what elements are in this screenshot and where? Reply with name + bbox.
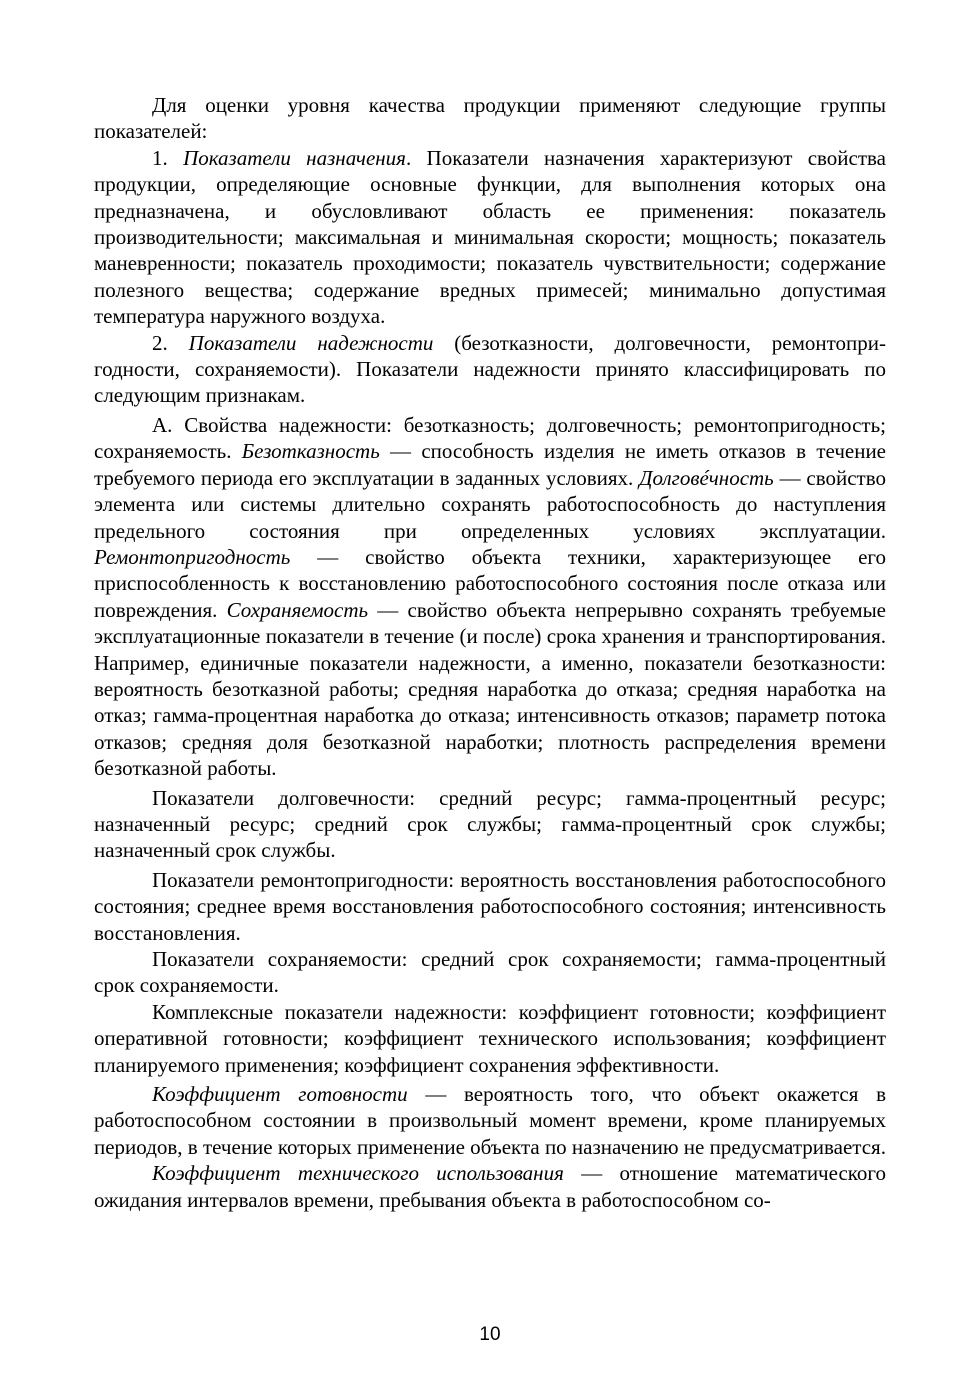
paragraph-complex-indicators: [94, 999, 886, 1078]
paragraph-reliability-text: (безотказности, долговечности, ремонтопригодности, сохраняемости). Показатели надежности принято классифицировать по следующим признакам.: [94, 330, 886, 408]
term-availability-factor: Коэффициент готовности: [152, 1082, 408, 1107]
paragraph-text: — свойство элемента или системы длительно сохранять работоспособность до наступления предельного состояния при определенных условиях эксплуатации.: [94, 465, 887, 543]
term-purpose-indicators: Показатели назначения: [183, 145, 406, 170]
paragraph-durability-indicators: [94, 785, 886, 864]
paragraph-text: — способность изделия не иметь отказов в течение требуемого периода его эксплуатации в заданных условиях.: [94, 439, 886, 490]
term-storability: Сохраняемость: [226, 597, 369, 622]
list-number: 1.: [152, 145, 184, 170]
page-body: [94, 92, 886, 1213]
paragraph-text: Комплексные показатели надежности: коэффициент готовности; коэффициент оперативной готовности; коэффициент технического использования; коэффициент планируемого применения; коэффициент сохранения эффективности.: [94, 999, 886, 1077]
paragraph-technical-use-factor: [94, 1160, 886, 1213]
paragraph-intro-text: Для оценки уровня качества продукции применяют следующие группы показателей:: [94, 93, 886, 144]
paragraph-availability-factor: [94, 1081, 886, 1160]
term-technical-use-factor: Коэффициент технического использования: [152, 1161, 564, 1186]
paragraph-purpose-indicators: [94, 145, 886, 330]
paragraph-text: Показатели сохраняемости: средний срок сохраняемости; гамма-процентный срок сохраняемости.: [94, 947, 886, 998]
term-maintainability: Ремонтопригодность: [94, 544, 291, 569]
paragraph-maintainability-indicators: [94, 867, 886, 946]
paragraph-text: — свойство объекта непрерывно сохранять требуемые эксплуатационные показатели в течение (и после) срока хранения и транспортирования. Например, единичные показатели надежности, а именно, показатели безотказности: вероятность безотказной работы; средняя наработка до отказа; средняя наработка на отказ; гамма-процентная наработка до отказа; интенсивность отказов; параметр потока отказов; средняя доля безотказной наработки; плотность распределения времени безотказной работы.: [94, 597, 887, 781]
term-failure-free: Безотказность: [241, 439, 380, 464]
paragraph-intro: [94, 92, 886, 145]
paragraph-text: — свойство объекта техники, характеризующее его приспособленность к восстановлению работоспособного состояния после отказа или повреждения.: [94, 544, 886, 622]
paragraph-storability-indicators: [94, 946, 886, 999]
paragraph-purpose-text: . Показатели назначения характеризуют свойства продукции, определяющие основные функции, для выполнения которых она предназначена, и обусловливают область ее применения: показатель производительности; максимальная и минимальная скорости; мощность; показатель маневренности; показатель проходимости; показатель чувствительности; содержание полезного вещества; содержание вредных примесей; минимально допустимая температура наружного воздуха.: [94, 145, 886, 329]
term-durability: Долговéчность: [639, 465, 774, 490]
paragraph-reliability-properties: [94, 412, 886, 782]
paragraph-text: — вероятность того, что объект окажется в работоспособном состоянии в произвольный момент времени, кроме планируемых периодов, в течение которых применение объекта по назначению не предусматривается.: [94, 1082, 887, 1159]
paragraph-text: А. Свойства надежности: безотказность; долговечность; ремонтопригодность; сохраняемость.: [94, 412, 886, 464]
term-reliability-indicators: Показатели надежности: [188, 330, 434, 355]
paragraph-text: Показатели долговечности: средний ресурс; гамма-процентный ресурс; назначенный ресурс; средний срок службы; гамма-процентный срок службы; назначенный срок службы.: [94, 785, 886, 863]
paragraph-text: Показатели ремонтопригодности: вероятность восстановления работоспособного состояния; среднее время восстановления работоспособного состояния; интенсивность восстановления.: [94, 867, 886, 945]
list-number: 2.: [152, 330, 189, 355]
page-number: 10: [479, 1324, 501, 1345]
paragraph-reliability-indicators: [94, 330, 886, 409]
paragraph-text: — отношение математического ожидания интервалов времени, пребывания объекта в работоспособном со-: [94, 1161, 887, 1212]
